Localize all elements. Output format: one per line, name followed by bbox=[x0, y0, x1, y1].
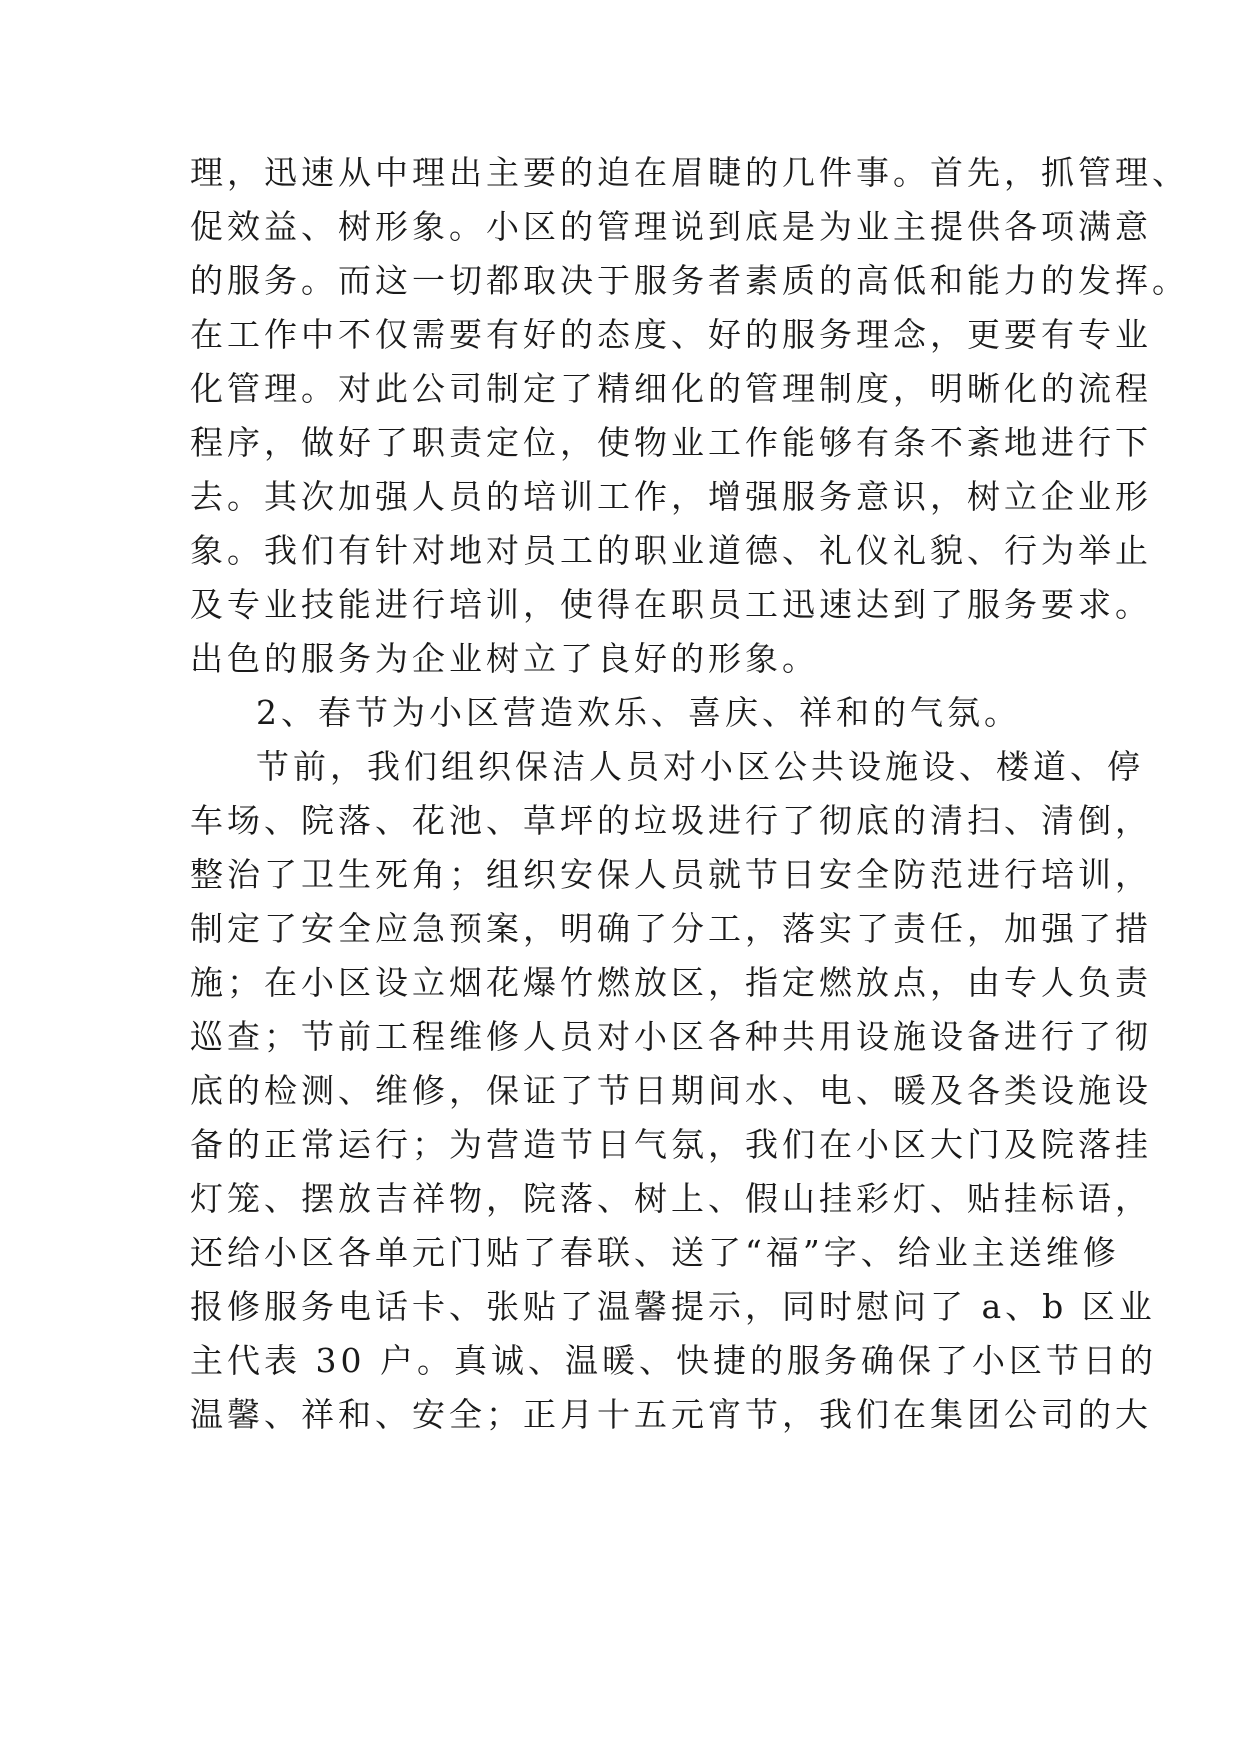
text-line: 主代表 30 户。真诚、温暖、快捷的服务确保了小区节日的 bbox=[190, 1341, 1157, 1380]
text-line: 及专业技能进行培训，使得在职员工迅速达到了服务要求。 bbox=[190, 585, 1152, 624]
text-line: 去。其次加强人员的培训工作，增强服务意识，树立企业形 bbox=[190, 477, 1152, 516]
text-line: 出色的服务为企业树立了良好的形象。 bbox=[190, 639, 819, 678]
text-line: 巡查；节前工程维修人员对小区各种共用设施设备进行了彻 bbox=[190, 1017, 1152, 1056]
text-line: 整治了卫生死角；组织安保人员就节日安全防范进行培训， bbox=[190, 855, 1152, 894]
text-line: 底的检测、维修，保证了节日期间水、电、暖及各类设施设 bbox=[190, 1071, 1152, 1110]
text-line: 促效益、树形象。小区的管理说到底是为业主提供各项满意 bbox=[190, 207, 1152, 246]
section-heading: 2、春节为小区营造欢乐、喜庆、祥和的气氛。 bbox=[256, 693, 1021, 732]
text-line: 温馨、祥和、安全；正月十五元宵节，我们在集团公司的大 bbox=[190, 1395, 1152, 1434]
text-line: 施；在小区设立烟花爆竹燃放区，指定燃放点，由专人负责 bbox=[190, 963, 1152, 1002]
text-line: 灯笼、摆放吉祥物，院落、树上、假山挂彩灯、贴挂标语， bbox=[190, 1179, 1152, 1218]
text-line: 程序，做好了职责定位，使物业工作能够有条不紊地进行下 bbox=[190, 423, 1152, 462]
text-line: 理，迅速从中理出主要的迫在眉睫的几件事。首先，抓管理、 bbox=[190, 153, 1189, 192]
text-line: 报修服务电话卡、张贴了温馨提示，同时慰问了 a、b 区业 bbox=[190, 1287, 1156, 1326]
text-line: 还给小区各单元门贴了春联、送了“福”字、给业主送维修 bbox=[190, 1233, 1120, 1272]
text-line: 制定了安全应急预案，明确了分工，落实了责任，加强了措 bbox=[190, 909, 1152, 948]
text-line: 象。我们有针对地对员工的职业道德、礼仪礼貌、行为举止 bbox=[190, 531, 1152, 570]
text-line: 备的正常运行；为营造节日气氛，我们在小区大门及院落挂 bbox=[190, 1125, 1152, 1164]
text-line: 化管理。对此公司制定了精细化的管理制度，明晰化的流程 bbox=[190, 369, 1152, 408]
text-line: 车场、院落、花池、草坪的垃圾进行了彻底的清扫、清倒， bbox=[190, 801, 1152, 840]
text-line: 在工作中不仅需要有好的态度、好的服务理念，更要有专业 bbox=[190, 315, 1152, 354]
paragraph-first-line: 节前，我们组织保洁人员对小区公共设施设、楼道、停 bbox=[256, 747, 1144, 786]
text-line: 的服务。而这一切都取决于服务者素质的高低和能力的发挥。 bbox=[190, 261, 1189, 300]
